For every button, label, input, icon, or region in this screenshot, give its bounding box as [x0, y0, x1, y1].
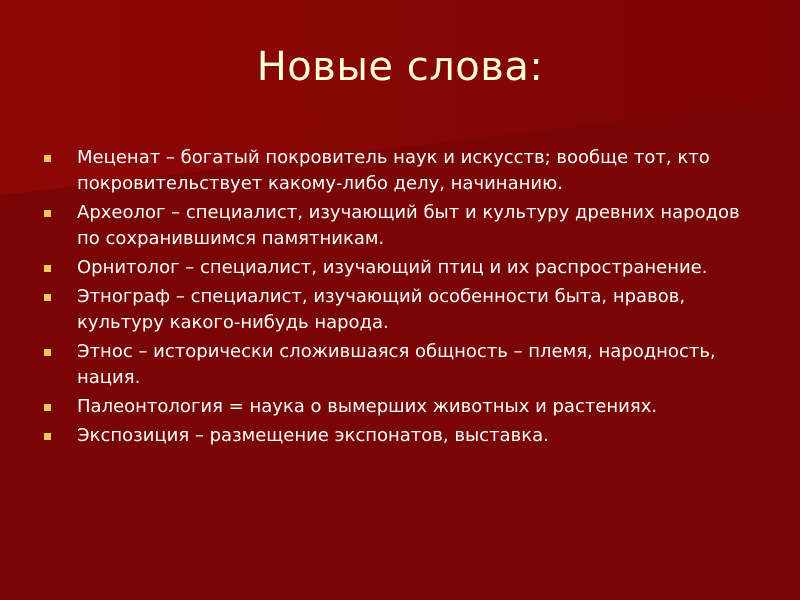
- bullet-text: Экспозиция – размещение экспонатов, выставка.: [77, 425, 549, 446]
- square-bullet-icon: [44, 294, 51, 301]
- square-bullet-icon: [44, 155, 51, 162]
- bullet-text: Этнос – исторически сложившаяся общность – племя, народность, нация.: [77, 341, 716, 388]
- bullet-text: Палеонтология = наука о вымерших животных и растениях.: [77, 396, 658, 417]
- bullet-text: Археолог – специалист, изучающий быт и культуру древних народов по сохранившимся памятникам.: [77, 202, 740, 249]
- bullet-item: [44, 423, 764, 449]
- bullet-text: Орнитолог – специалист, изучающий птиц и их распространение.: [77, 257, 708, 278]
- bullet-item: [44, 255, 764, 281]
- square-bullet-icon: [44, 265, 51, 272]
- square-bullet-icon: [44, 404, 51, 411]
- slide-title: Новые слова:: [256, 44, 544, 90]
- bullet-item: [44, 394, 764, 420]
- bullet-list: [44, 145, 764, 452]
- square-bullet-icon: [44, 433, 51, 440]
- bullet-text: Меценат – богатый покровитель наук и искусств; вообще тот, кто покровительствует какому-либо делу, начинанию.: [77, 147, 710, 194]
- square-bullet-icon: [44, 210, 51, 217]
- bullet-text: Этнограф – специалист, изучающий особенности быта, нравов, культуру какого-нибудь народа.: [77, 286, 686, 333]
- bullet-item: [44, 284, 764, 336]
- bullet-item: [44, 200, 764, 252]
- bullet-item: [44, 145, 764, 197]
- square-bullet-icon: [44, 349, 51, 356]
- bullet-item: [44, 339, 764, 391]
